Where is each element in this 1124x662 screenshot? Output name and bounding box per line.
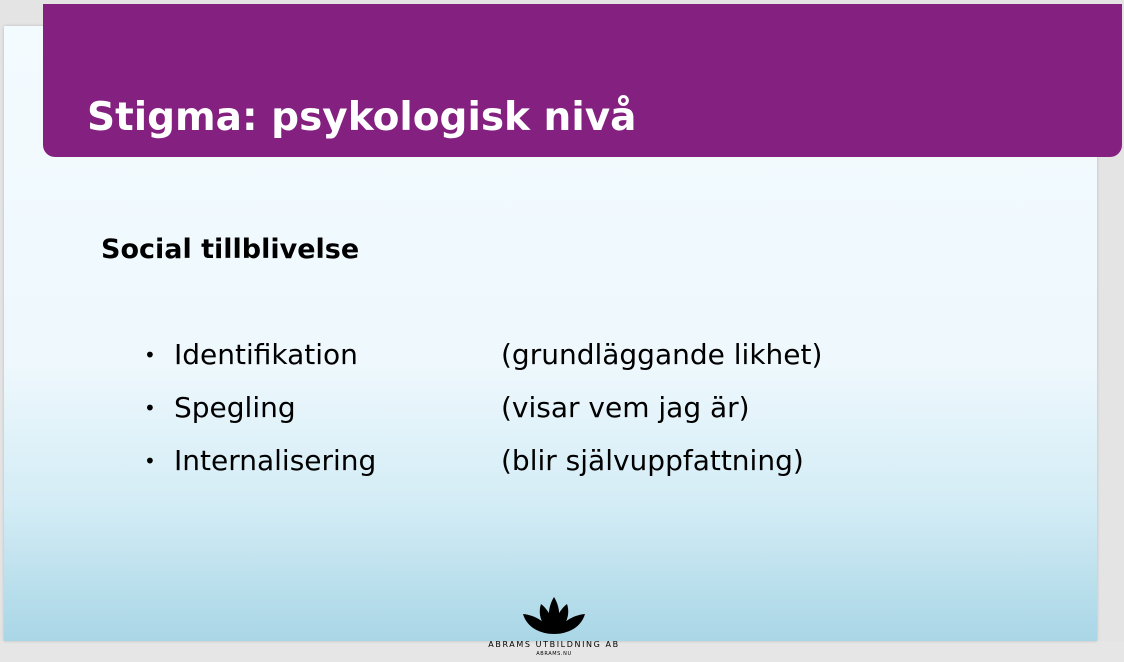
logo-url: ABRAMS.NU bbox=[536, 651, 572, 657]
bullet-description: (blir självuppfattning) bbox=[501, 444, 804, 477]
bullet-icon: • bbox=[144, 343, 156, 367]
bullet-term: Internalisering bbox=[174, 444, 377, 477]
bullet-term: Spegling bbox=[174, 391, 296, 424]
bullet-description: (grundläggande likhet) bbox=[501, 338, 823, 371]
slide-title: Stigma: psykologisk nivå bbox=[87, 95, 637, 140]
bullet-icon: • bbox=[144, 449, 156, 473]
bullet-icon: • bbox=[144, 396, 156, 420]
bullet-term: Identifikation bbox=[174, 338, 358, 371]
lotus-icon bbox=[521, 596, 587, 636]
slide-subheading: Social tillblivelse bbox=[101, 234, 360, 265]
bullet-description: (visar vem jag är) bbox=[501, 391, 750, 424]
company-logo bbox=[484, 596, 624, 662]
logo-company-name: ABRAMS UTBILDNING AB bbox=[488, 640, 620, 649]
